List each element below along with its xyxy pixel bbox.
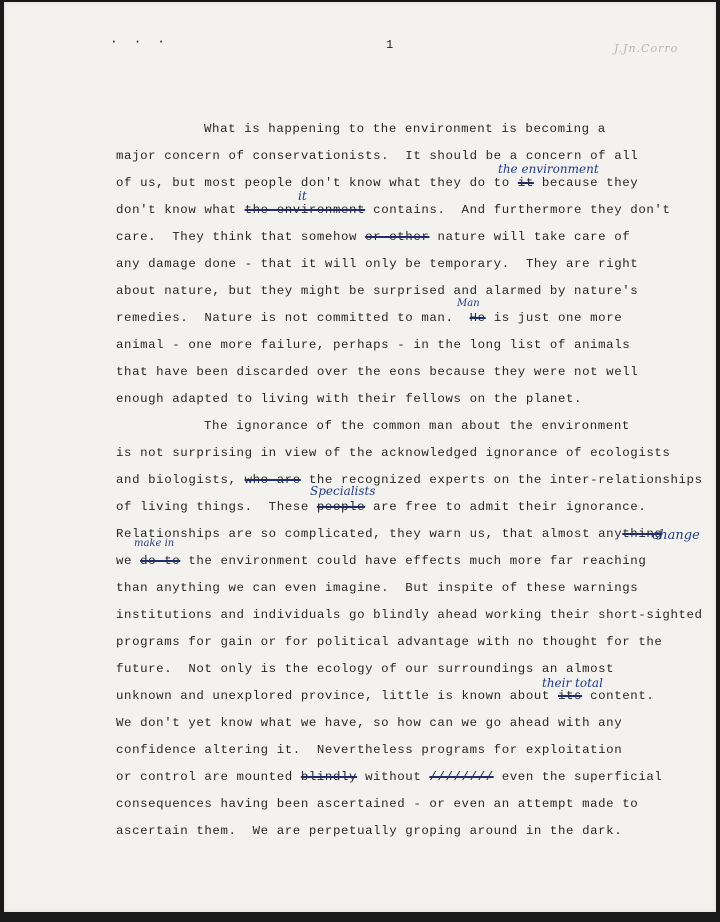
- line-text: programs for gain or for political advantage with no thought for the: [116, 635, 663, 649]
- line-text: content.: [582, 689, 655, 703]
- line-text: ascertain them. We are perpetually groping around in the dark.: [116, 824, 623, 838]
- line-text: contains. And furthermore they don't: [365, 203, 671, 217]
- line-text: about nature, but they might be surprised and alarmed by nature's: [116, 284, 639, 298]
- line-text: major concern of conservationists. It should be a concern of all: [116, 149, 639, 163]
- struck-text: thing: [622, 527, 663, 541]
- line-text: confidence altering it. Nevertheless programs for exploitation: [116, 743, 623, 757]
- struck-text: it: [517, 176, 534, 190]
- line-text: of living things. These: [116, 500, 317, 514]
- typed-line: [116, 608, 703, 622]
- annotation-it: it: [298, 189, 307, 203]
- annotation-change: change: [652, 528, 700, 543]
- ellipsis-mark: · · ·: [110, 34, 170, 49]
- typed-line: [116, 365, 638, 379]
- struck-text: He: [469, 311, 486, 325]
- struck-text: do to: [140, 554, 181, 568]
- line-text: is just one more: [485, 311, 623, 325]
- annotation-make-in: make in: [134, 538, 175, 549]
- line-text: don't know what: [116, 203, 245, 217]
- line-text: or control are mounted: [116, 770, 301, 784]
- annotation-man: Man: [457, 298, 480, 309]
- typed-line: [116, 446, 670, 460]
- struck-text: its: [557, 689, 583, 703]
- line-text: animal - one more failure, perhaps - in the long list of animals: [116, 338, 631, 352]
- line-text: nature will take care of: [429, 230, 631, 244]
- typed-line: [116, 797, 638, 811]
- line-text: any damage done - that it will only be temporary. They are right: [116, 257, 639, 271]
- line-text: the environment could have effects much more far reaching: [180, 554, 647, 568]
- struck-text: people: [316, 500, 366, 514]
- typed-line: [116, 770, 662, 784]
- typed-line: [204, 419, 630, 433]
- line-text: than anything we can even imagine. But inspite of these warnings: [116, 581, 639, 595]
- typed-line: [116, 743, 622, 757]
- struck-text: the environment: [244, 203, 366, 217]
- typed-line: [116, 581, 638, 595]
- typed-line: [116, 662, 614, 676]
- typed-line: [116, 257, 638, 271]
- typed-line: [116, 176, 638, 190]
- annotation-the-environment: the environment: [498, 162, 599, 176]
- line-text: remedies. Nature is not committed to man.: [116, 311, 470, 325]
- line-text: We don't yet know what we have, so how can we go ahead with any: [116, 716, 623, 730]
- corner-note: J.Jn.Corro: [614, 42, 679, 55]
- typed-line: [116, 527, 662, 541]
- struck-text: who are: [244, 473, 301, 487]
- typed-line: [116, 311, 622, 325]
- page-number: 1: [386, 38, 394, 52]
- line-text: enough adapted to living with their fellows on the planet.: [116, 392, 583, 406]
- line-text: future. Not only is the ecology of our surroundings an almost: [116, 662, 615, 676]
- line-text: and biologists,: [116, 473, 245, 487]
- line-text: without: [357, 770, 430, 784]
- line-text: institutions and individuals go blindly ahead working their short-sighted: [116, 608, 703, 622]
- line-text: that have been discarded over the eons because they were not well: [116, 365, 639, 379]
- line-text: What is happening to the environment is becoming a: [204, 122, 606, 136]
- line-text: are free to admit their ignorance.: [365, 500, 647, 514]
- typed-line: [116, 824, 622, 838]
- line-text: the recognized experts on the inter-relationships: [300, 473, 703, 487]
- struck-text: or other: [365, 230, 430, 244]
- typed-line: [116, 230, 630, 244]
- typed-line: [116, 392, 582, 406]
- line-text: Relationships are so complicated, they warn us, that almost any: [116, 527, 623, 541]
- typed-line: [116, 635, 662, 649]
- struck-text: blindly: [300, 770, 358, 784]
- line-text: care. They think that somehow: [116, 230, 366, 244]
- struck-text: ////////: [429, 770, 494, 784]
- line-text: unknown and unexplored province, little is known about: [116, 689, 558, 703]
- line-text: because they: [533, 176, 639, 190]
- typed-line: [116, 338, 630, 352]
- typed-line: [116, 473, 703, 487]
- annotation-their-total: their total: [542, 676, 603, 690]
- typed-line: [116, 500, 646, 514]
- line-text: we: [116, 554, 141, 568]
- typed-line: [204, 122, 606, 136]
- typed-line: [116, 689, 654, 703]
- annotation-specialists: Specialists: [310, 484, 376, 498]
- typed-line: [116, 203, 670, 217]
- line-text: even the superficial: [493, 770, 663, 784]
- line-text: consequences having been ascertained - or even an attempt made to: [116, 797, 639, 811]
- typed-line: [116, 554, 646, 568]
- typed-line: [116, 716, 622, 730]
- line-text: of us, but most people don't know what they do to: [116, 176, 518, 190]
- typed-line: [116, 284, 638, 298]
- typed-line: [116, 149, 638, 163]
- manuscript-page: [4, 2, 716, 912]
- line-text: is not surprising in view of the acknowledged ignorance of ecologists: [116, 446, 671, 460]
- line-text: The ignorance of the common man about the environment: [204, 419, 630, 433]
